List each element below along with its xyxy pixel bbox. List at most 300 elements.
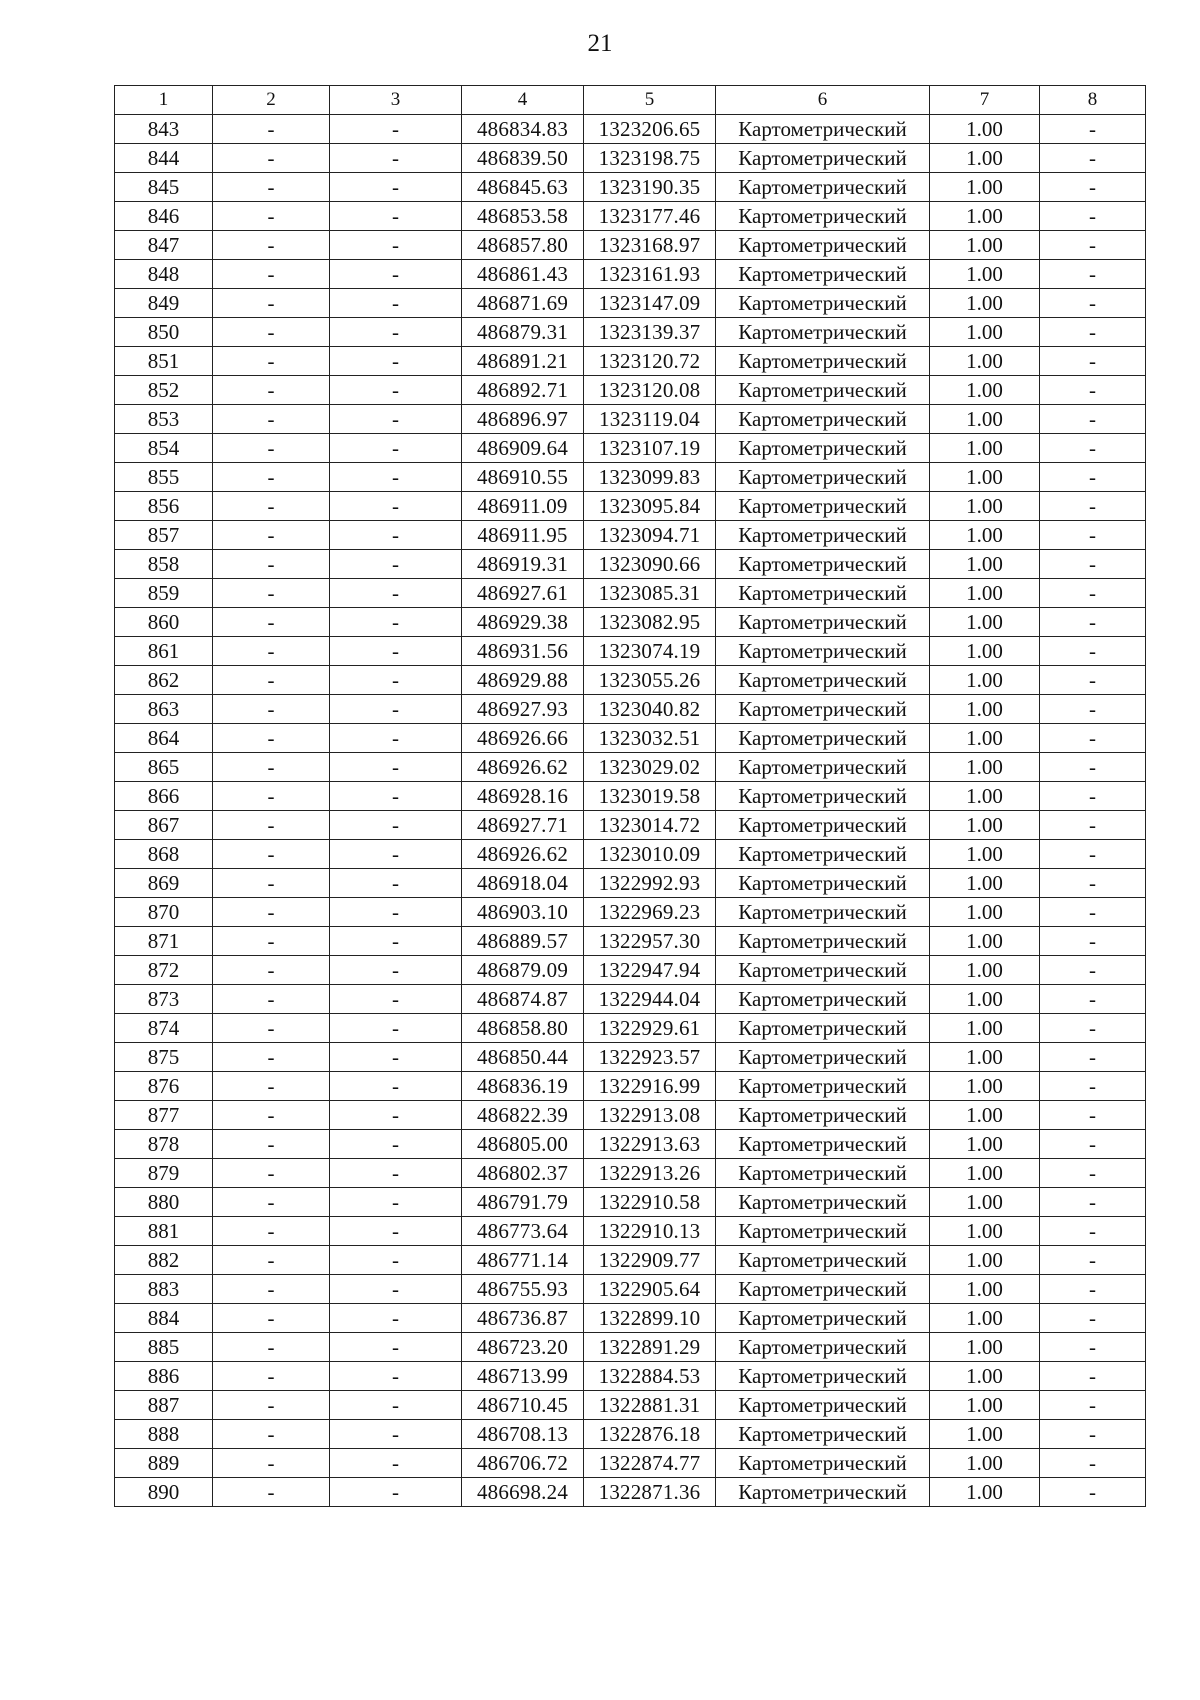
col8-cell: - xyxy=(1040,1188,1146,1217)
method-cell: Картометрический xyxy=(716,782,930,811)
method-cell: Картометрический xyxy=(716,1449,930,1478)
x-coordinate-cell: 486710.45 xyxy=(462,1391,584,1420)
col2-cell: - xyxy=(213,1246,330,1275)
col2-cell: - xyxy=(213,1391,330,1420)
method-cell: Картометрический xyxy=(716,579,930,608)
column-header-8: 8 xyxy=(1040,86,1146,115)
col8-cell: - xyxy=(1040,463,1146,492)
col8-cell: - xyxy=(1040,1304,1146,1333)
point-number-cell: 888 xyxy=(115,1420,213,1449)
x-coordinate-cell: 486834.83 xyxy=(462,115,584,144)
y-coordinate-cell: 1323040.82 xyxy=(584,695,716,724)
accuracy-cell: 1.00 xyxy=(930,840,1040,869)
col2-cell: - xyxy=(213,1362,330,1391)
col8-cell: - xyxy=(1040,666,1146,695)
y-coordinate-cell: 1322910.58 xyxy=(584,1188,716,1217)
accuracy-cell: 1.00 xyxy=(930,985,1040,1014)
table-row xyxy=(115,550,1146,579)
table-row xyxy=(115,318,1146,347)
accuracy-cell: 1.00 xyxy=(930,695,1040,724)
point-number-cell: 849 xyxy=(115,289,213,318)
y-coordinate-cell: 1323190.35 xyxy=(584,173,716,202)
col3-cell: - xyxy=(330,840,462,869)
method-cell: Картометрический xyxy=(716,347,930,376)
y-coordinate-cell: 1323055.26 xyxy=(584,666,716,695)
accuracy-cell: 1.00 xyxy=(930,521,1040,550)
x-coordinate-cell: 486853.58 xyxy=(462,202,584,231)
col3-cell: - xyxy=(330,260,462,289)
accuracy-cell: 1.00 xyxy=(930,869,1040,898)
method-cell: Картометрический xyxy=(716,608,930,637)
table-row xyxy=(115,1333,1146,1362)
accuracy-cell: 1.00 xyxy=(930,405,1040,434)
col3-cell: - xyxy=(330,637,462,666)
accuracy-cell: 1.00 xyxy=(930,347,1040,376)
y-coordinate-cell: 1322929.61 xyxy=(584,1014,716,1043)
x-coordinate-cell: 486929.38 xyxy=(462,608,584,637)
col2-cell: - xyxy=(213,1072,330,1101)
table-row xyxy=(115,927,1146,956)
y-coordinate-cell: 1322913.26 xyxy=(584,1159,716,1188)
method-cell: Картометрический xyxy=(716,550,930,579)
y-coordinate-cell: 1323206.65 xyxy=(584,115,716,144)
col2-cell: - xyxy=(213,985,330,1014)
table-row xyxy=(115,1246,1146,1275)
method-cell: Картометрический xyxy=(716,695,930,724)
col3-cell: - xyxy=(330,1188,462,1217)
point-number-cell: 867 xyxy=(115,811,213,840)
x-coordinate-cell: 486910.55 xyxy=(462,463,584,492)
accuracy-cell: 1.00 xyxy=(930,956,1040,985)
x-coordinate-cell: 486706.72 xyxy=(462,1449,584,1478)
col3-cell: - xyxy=(330,927,462,956)
page-number: 21 xyxy=(587,30,613,57)
y-coordinate-cell: 1323198.75 xyxy=(584,144,716,173)
col3-cell: - xyxy=(330,289,462,318)
method-cell: Картометрический xyxy=(716,492,930,521)
col2-cell: - xyxy=(213,318,330,347)
table-row xyxy=(115,1188,1146,1217)
point-number-cell: 863 xyxy=(115,695,213,724)
accuracy-cell: 1.00 xyxy=(930,1159,1040,1188)
col2-cell: - xyxy=(213,231,330,260)
column-header-4: 4 xyxy=(462,86,584,115)
col2-cell: - xyxy=(213,1478,330,1507)
point-number-cell: 873 xyxy=(115,985,213,1014)
method-cell: Картометрический xyxy=(716,115,930,144)
accuracy-cell: 1.00 xyxy=(930,898,1040,927)
method-cell: Картометрический xyxy=(716,1275,930,1304)
col3-cell: - xyxy=(330,492,462,521)
point-number-cell: 864 xyxy=(115,724,213,753)
col2-cell: - xyxy=(213,434,330,463)
table-row xyxy=(115,1159,1146,1188)
col3-cell: - xyxy=(330,1159,462,1188)
method-cell: Картометрический xyxy=(716,1072,930,1101)
point-number-cell: 870 xyxy=(115,898,213,927)
col3-cell: - xyxy=(330,1420,462,1449)
accuracy-cell: 1.00 xyxy=(930,1188,1040,1217)
point-number-cell: 859 xyxy=(115,579,213,608)
method-cell: Картометрический xyxy=(716,724,930,753)
col8-cell: - xyxy=(1040,1159,1146,1188)
col3-cell: - xyxy=(330,434,462,463)
table-row xyxy=(115,463,1146,492)
method-cell: Картометрический xyxy=(716,376,930,405)
accuracy-cell: 1.00 xyxy=(930,260,1040,289)
col3-cell: - xyxy=(330,898,462,927)
y-coordinate-cell: 1322913.63 xyxy=(584,1130,716,1159)
col2-cell: - xyxy=(213,811,330,840)
x-coordinate-cell: 486903.10 xyxy=(462,898,584,927)
col8-cell: - xyxy=(1040,1217,1146,1246)
column-header-2: 2 xyxy=(213,86,330,115)
col2-cell: - xyxy=(213,898,330,927)
method-cell: Картометрический xyxy=(716,666,930,695)
col8-cell: - xyxy=(1040,811,1146,840)
col3-cell: - xyxy=(330,550,462,579)
accuracy-cell: 1.00 xyxy=(930,1072,1040,1101)
col8-cell: - xyxy=(1040,1391,1146,1420)
col8-cell: - xyxy=(1040,753,1146,782)
accuracy-cell: 1.00 xyxy=(930,492,1040,521)
col8-cell: - xyxy=(1040,1043,1146,1072)
table-row xyxy=(115,579,1146,608)
x-coordinate-cell: 486927.93 xyxy=(462,695,584,724)
x-coordinate-cell: 486755.93 xyxy=(462,1275,584,1304)
method-cell: Картометрический xyxy=(716,1362,930,1391)
col8-cell: - xyxy=(1040,927,1146,956)
accuracy-cell: 1.00 xyxy=(930,579,1040,608)
col8-cell: - xyxy=(1040,289,1146,318)
y-coordinate-cell: 1323139.37 xyxy=(584,318,716,347)
col2-cell: - xyxy=(213,521,330,550)
col2-cell: - xyxy=(213,579,330,608)
accuracy-cell: 1.00 xyxy=(930,1014,1040,1043)
col3-cell: - xyxy=(330,1246,462,1275)
x-coordinate-cell: 486896.97 xyxy=(462,405,584,434)
method-cell: Картометрический xyxy=(716,956,930,985)
x-coordinate-cell: 486857.80 xyxy=(462,231,584,260)
table-row xyxy=(115,869,1146,898)
method-cell: Картометрический xyxy=(716,753,930,782)
x-coordinate-cell: 486891.21 xyxy=(462,347,584,376)
col8-cell: - xyxy=(1040,1072,1146,1101)
col8-cell: - xyxy=(1040,1275,1146,1304)
col3-cell: - xyxy=(330,1072,462,1101)
point-number-cell: 882 xyxy=(115,1246,213,1275)
x-coordinate-cell: 486861.43 xyxy=(462,260,584,289)
col2-cell: - xyxy=(213,173,330,202)
method-cell: Картометрический xyxy=(716,1101,930,1130)
accuracy-cell: 1.00 xyxy=(930,1362,1040,1391)
y-coordinate-cell: 1322969.23 xyxy=(584,898,716,927)
col8-cell: - xyxy=(1040,144,1146,173)
y-coordinate-cell: 1323074.19 xyxy=(584,637,716,666)
table-header-row xyxy=(115,86,1146,115)
method-cell: Картометрический xyxy=(716,637,930,666)
accuracy-cell: 1.00 xyxy=(930,434,1040,463)
point-number-cell: 879 xyxy=(115,1159,213,1188)
col8-cell: - xyxy=(1040,318,1146,347)
col3-cell: - xyxy=(330,231,462,260)
y-coordinate-cell: 1323014.72 xyxy=(584,811,716,840)
table-row xyxy=(115,521,1146,550)
col3-cell: - xyxy=(330,1362,462,1391)
method-cell: Картометрический xyxy=(716,289,930,318)
col2-cell: - xyxy=(213,202,330,231)
point-number-cell: 866 xyxy=(115,782,213,811)
col8-cell: - xyxy=(1040,695,1146,724)
accuracy-cell: 1.00 xyxy=(930,202,1040,231)
col2-cell: - xyxy=(213,1014,330,1043)
method-cell: Картометрический xyxy=(716,840,930,869)
method-cell: Картометрический xyxy=(716,144,930,173)
col3-cell: - xyxy=(330,695,462,724)
point-number-cell: 878 xyxy=(115,1130,213,1159)
point-number-cell: 851 xyxy=(115,347,213,376)
accuracy-cell: 1.00 xyxy=(930,1478,1040,1507)
x-coordinate-cell: 486850.44 xyxy=(462,1043,584,1072)
y-coordinate-cell: 1322899.10 xyxy=(584,1304,716,1333)
x-coordinate-cell: 486723.20 xyxy=(462,1333,584,1362)
table-row xyxy=(115,1304,1146,1333)
col3-cell: - xyxy=(330,956,462,985)
col8-cell: - xyxy=(1040,840,1146,869)
y-coordinate-cell: 1323161.93 xyxy=(584,260,716,289)
x-coordinate-cell: 486926.66 xyxy=(462,724,584,753)
accuracy-cell: 1.00 xyxy=(930,1420,1040,1449)
method-cell: Картометрический xyxy=(716,985,930,1014)
point-number-cell: 844 xyxy=(115,144,213,173)
col8-cell: - xyxy=(1040,347,1146,376)
x-coordinate-cell: 486927.61 xyxy=(462,579,584,608)
col2-cell: - xyxy=(213,695,330,724)
x-coordinate-cell: 486928.16 xyxy=(462,782,584,811)
col2-cell: - xyxy=(213,550,330,579)
col8-cell: - xyxy=(1040,1449,1146,1478)
col3-cell: - xyxy=(330,1130,462,1159)
col2-cell: - xyxy=(213,927,330,956)
table-row xyxy=(115,753,1146,782)
method-cell: Картометрический xyxy=(716,811,930,840)
accuracy-cell: 1.00 xyxy=(930,1043,1040,1072)
point-number-cell: 871 xyxy=(115,927,213,956)
col3-cell: - xyxy=(330,1043,462,1072)
col3-cell: - xyxy=(330,782,462,811)
col3-cell: - xyxy=(330,666,462,695)
y-coordinate-cell: 1323177.46 xyxy=(584,202,716,231)
point-number-cell: 862 xyxy=(115,666,213,695)
table-row xyxy=(115,289,1146,318)
x-coordinate-cell: 486911.09 xyxy=(462,492,584,521)
x-coordinate-cell: 486736.87 xyxy=(462,1304,584,1333)
method-cell: Картометрический xyxy=(716,1130,930,1159)
x-coordinate-cell: 486874.87 xyxy=(462,985,584,1014)
col2-cell: - xyxy=(213,1420,330,1449)
y-coordinate-cell: 1323094.71 xyxy=(584,521,716,550)
accuracy-cell: 1.00 xyxy=(930,1246,1040,1275)
col2-cell: - xyxy=(213,144,330,173)
col2-cell: - xyxy=(213,608,330,637)
accuracy-cell: 1.00 xyxy=(930,724,1040,753)
col2-cell: - xyxy=(213,956,330,985)
y-coordinate-cell: 1322992.93 xyxy=(584,869,716,898)
col3-cell: - xyxy=(330,405,462,434)
col2-cell: - xyxy=(213,1275,330,1304)
col2-cell: - xyxy=(213,1159,330,1188)
col3-cell: - xyxy=(330,724,462,753)
x-coordinate-cell: 486926.62 xyxy=(462,753,584,782)
col2-cell: - xyxy=(213,637,330,666)
y-coordinate-cell: 1323019.58 xyxy=(584,782,716,811)
table-row xyxy=(115,956,1146,985)
point-number-cell: 846 xyxy=(115,202,213,231)
x-coordinate-cell: 486802.37 xyxy=(462,1159,584,1188)
col2-cell: - xyxy=(213,260,330,289)
col8-cell: - xyxy=(1040,1420,1146,1449)
method-cell: Картометрический xyxy=(716,405,930,434)
accuracy-cell: 1.00 xyxy=(930,753,1040,782)
y-coordinate-cell: 1322909.77 xyxy=(584,1246,716,1275)
col8-cell: - xyxy=(1040,260,1146,289)
col3-cell: - xyxy=(330,347,462,376)
x-coordinate-cell: 486773.64 xyxy=(462,1217,584,1246)
accuracy-cell: 1.00 xyxy=(930,637,1040,666)
col3-cell: - xyxy=(330,608,462,637)
table-row xyxy=(115,1217,1146,1246)
table-row xyxy=(115,695,1146,724)
col8-cell: - xyxy=(1040,405,1146,434)
col8-cell: - xyxy=(1040,173,1146,202)
table-row xyxy=(115,492,1146,521)
column-header-1: 1 xyxy=(115,86,213,115)
accuracy-cell: 1.00 xyxy=(930,1275,1040,1304)
x-coordinate-cell: 486836.19 xyxy=(462,1072,584,1101)
point-number-cell: 886 xyxy=(115,1362,213,1391)
coordinates-table xyxy=(114,85,1146,1507)
method-cell: Картометрический xyxy=(716,1159,930,1188)
table-row xyxy=(115,231,1146,260)
y-coordinate-cell: 1322874.77 xyxy=(584,1449,716,1478)
col8-cell: - xyxy=(1040,434,1146,463)
y-coordinate-cell: 1323147.09 xyxy=(584,289,716,318)
method-cell: Картометрический xyxy=(716,1391,930,1420)
col8-cell: - xyxy=(1040,550,1146,579)
table-row xyxy=(115,1014,1146,1043)
x-coordinate-cell: 486879.31 xyxy=(462,318,584,347)
table-row xyxy=(115,637,1146,666)
col3-cell: - xyxy=(330,115,462,144)
col3-cell: - xyxy=(330,869,462,898)
col3-cell: - xyxy=(330,1304,462,1333)
accuracy-cell: 1.00 xyxy=(930,927,1040,956)
col3-cell: - xyxy=(330,202,462,231)
accuracy-cell: 1.00 xyxy=(930,318,1040,347)
method-cell: Картометрический xyxy=(716,898,930,927)
accuracy-cell: 1.00 xyxy=(930,1449,1040,1478)
x-coordinate-cell: 486698.24 xyxy=(462,1478,584,1507)
method-cell: Картометрический xyxy=(716,1420,930,1449)
col3-cell: - xyxy=(330,173,462,202)
y-coordinate-cell: 1322947.94 xyxy=(584,956,716,985)
point-number-cell: 874 xyxy=(115,1014,213,1043)
x-coordinate-cell: 486918.04 xyxy=(462,869,584,898)
point-number-cell: 883 xyxy=(115,1275,213,1304)
column-header-3: 3 xyxy=(330,86,462,115)
y-coordinate-cell: 1322905.64 xyxy=(584,1275,716,1304)
table-row xyxy=(115,1275,1146,1304)
accuracy-cell: 1.00 xyxy=(930,144,1040,173)
point-number-cell: 843 xyxy=(115,115,213,144)
point-number-cell: 858 xyxy=(115,550,213,579)
table-row xyxy=(115,1420,1146,1449)
column-header-6: 6 xyxy=(716,86,930,115)
point-number-cell: 885 xyxy=(115,1333,213,1362)
table-body xyxy=(115,115,1146,1507)
point-number-cell: 872 xyxy=(115,956,213,985)
method-cell: Картометрический xyxy=(716,260,930,289)
table-row xyxy=(115,376,1146,405)
col3-cell: - xyxy=(330,753,462,782)
x-coordinate-cell: 486822.39 xyxy=(462,1101,584,1130)
y-coordinate-cell: 1322871.36 xyxy=(584,1478,716,1507)
method-cell: Картометрический xyxy=(716,1246,930,1275)
col2-cell: - xyxy=(213,463,330,492)
point-number-cell: 887 xyxy=(115,1391,213,1420)
col2-cell: - xyxy=(213,724,330,753)
col2-cell: - xyxy=(213,1101,330,1130)
table-row xyxy=(115,115,1146,144)
x-coordinate-cell: 486791.79 xyxy=(462,1188,584,1217)
table-row xyxy=(115,144,1146,173)
column-header-7: 7 xyxy=(930,86,1040,115)
col3-cell: - xyxy=(330,579,462,608)
point-number-cell: 845 xyxy=(115,173,213,202)
accuracy-cell: 1.00 xyxy=(930,463,1040,492)
col3-cell: - xyxy=(330,1217,462,1246)
col2-cell: - xyxy=(213,1449,330,1478)
y-coordinate-cell: 1323120.08 xyxy=(584,376,716,405)
accuracy-cell: 1.00 xyxy=(930,1101,1040,1130)
point-number-cell: 855 xyxy=(115,463,213,492)
col8-cell: - xyxy=(1040,376,1146,405)
y-coordinate-cell: 1323010.09 xyxy=(584,840,716,869)
x-coordinate-cell: 486871.69 xyxy=(462,289,584,318)
col2-cell: - xyxy=(213,1333,330,1362)
point-number-cell: 884 xyxy=(115,1304,213,1333)
col3-cell: - xyxy=(330,811,462,840)
column-header-5: 5 xyxy=(584,86,716,115)
method-cell: Картометрический xyxy=(716,1333,930,1362)
col2-cell: - xyxy=(213,1217,330,1246)
table-row xyxy=(115,260,1146,289)
point-number-cell: 877 xyxy=(115,1101,213,1130)
y-coordinate-cell: 1323082.95 xyxy=(584,608,716,637)
x-coordinate-cell: 486911.95 xyxy=(462,521,584,550)
y-coordinate-cell: 1323095.84 xyxy=(584,492,716,521)
method-cell: Картометрический xyxy=(716,318,930,347)
y-coordinate-cell: 1323090.66 xyxy=(584,550,716,579)
col2-cell: - xyxy=(213,840,330,869)
col2-cell: - xyxy=(213,115,330,144)
accuracy-cell: 1.00 xyxy=(930,811,1040,840)
col8-cell: - xyxy=(1040,579,1146,608)
col3-cell: - xyxy=(330,463,462,492)
y-coordinate-cell: 1323032.51 xyxy=(584,724,716,753)
table-row xyxy=(115,608,1146,637)
table-row xyxy=(115,1478,1146,1507)
